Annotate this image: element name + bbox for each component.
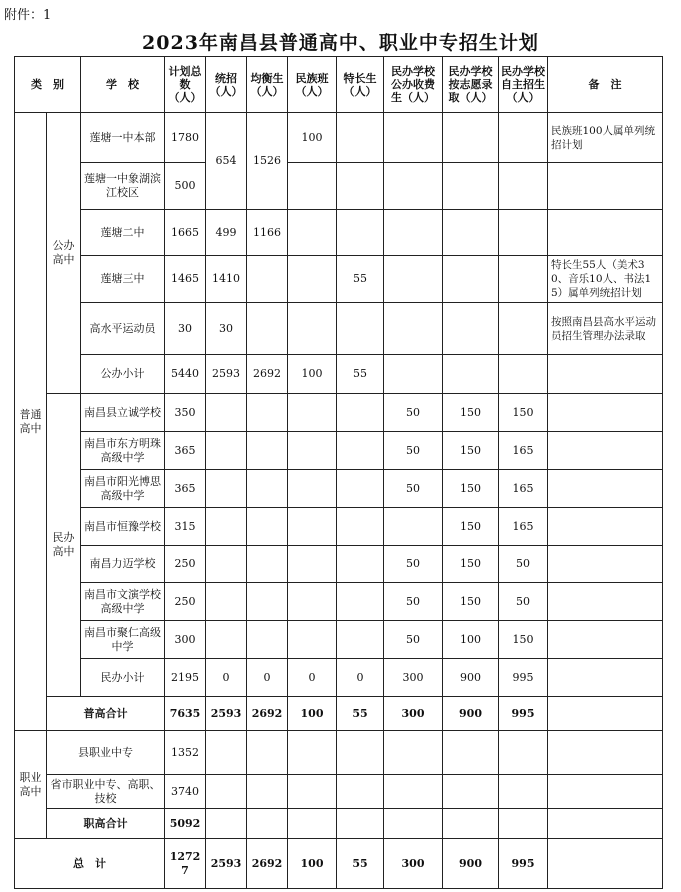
empty-cell [384, 809, 443, 839]
header-voluntary: 民办学校按志愿录取（人） [443, 57, 499, 113]
table-row [15, 303, 663, 355]
note-cell [548, 809, 663, 839]
value-total: 30 [165, 303, 206, 355]
table-row [15, 583, 663, 621]
value-total: 500 [165, 163, 206, 210]
value-unified [206, 394, 247, 432]
category-private: 民办高中 [47, 394, 81, 697]
note-cell [548, 621, 663, 659]
value-special [337, 432, 384, 470]
value-vol: 100 [443, 621, 499, 659]
empty-cell [499, 809, 548, 839]
value-unified [206, 583, 247, 621]
table-row [15, 546, 663, 583]
value-unified [206, 432, 247, 470]
value-pub_fee [384, 303, 443, 355]
note-cell [548, 839, 663, 889]
value-special: 55 [337, 697, 384, 731]
value-special [337, 113, 384, 163]
value-total: 365 [165, 432, 206, 470]
category-public: 公办高中 [47, 113, 81, 394]
note-cell [548, 583, 663, 621]
value-vol: 900 [443, 697, 499, 731]
value-unified: 30 [206, 303, 247, 355]
table-row [15, 256, 663, 303]
value-vol: 150 [443, 583, 499, 621]
value-ethnic [288, 508, 337, 546]
school-name: 南昌市文演学校高级中学 [81, 583, 165, 621]
value-vol: 150 [443, 546, 499, 583]
category-general: 普通高中 [15, 113, 47, 731]
header-note: 备 注 [548, 57, 663, 113]
value-total: 12727 [165, 839, 206, 889]
note-cell [548, 508, 663, 546]
table-row [15, 809, 663, 839]
note-cell [548, 731, 663, 775]
value-ethnic: 100 [288, 355, 337, 394]
value-total: 350 [165, 394, 206, 432]
value-ethnic: 0 [288, 659, 337, 697]
empty-cell [247, 731, 288, 775]
school-name: 民办小计 [81, 659, 165, 697]
value-unified: 0 [206, 659, 247, 697]
school-name: 公办小计 [81, 355, 165, 394]
empty-cell [443, 775, 499, 809]
school-name: 南昌市东方明珠高级中学 [81, 432, 165, 470]
enrollment-table [14, 56, 663, 889]
school-name: 莲塘二中 [81, 210, 165, 256]
value-ethnic [288, 303, 337, 355]
value-self: 165 [499, 508, 548, 546]
grand-total-label: 总 计 [15, 839, 165, 889]
value-total: 7635 [165, 697, 206, 731]
value-unified: 1410 [206, 256, 247, 303]
value-balanced: 0 [247, 659, 288, 697]
school-name: 南昌市阳光博思高级中学 [81, 470, 165, 508]
value-self [499, 355, 548, 394]
page-title: 2023年南昌县普通高中、职业中专招生计划 [142, 32, 539, 54]
value-self: 150 [499, 621, 548, 659]
empty-cell [206, 775, 247, 809]
empty-cell [443, 809, 499, 839]
value-total: 5440 [165, 355, 206, 394]
empty-cell [247, 809, 288, 839]
empty-cell [499, 731, 548, 775]
table-row [15, 57, 663, 113]
value-pub_fee: 50 [384, 621, 443, 659]
value-self: 995 [499, 659, 548, 697]
empty-cell [247, 775, 288, 809]
note-cell [548, 210, 663, 256]
value-special [337, 210, 384, 256]
note-cell [548, 470, 663, 508]
note-cell [548, 163, 663, 210]
value-unified [206, 621, 247, 659]
value-self [499, 210, 548, 256]
empty-cell [337, 775, 384, 809]
value-balanced: 1526 [247, 113, 288, 210]
value-total: 250 [165, 583, 206, 621]
table-row [15, 432, 663, 470]
header-self: 民办学校自主招生（人） [499, 57, 548, 113]
empty-cell [288, 809, 337, 839]
value-ethnic [288, 163, 337, 210]
value-special: 55 [337, 839, 384, 889]
value-special [337, 508, 384, 546]
value-vol: 150 [443, 508, 499, 546]
value-vol: 150 [443, 432, 499, 470]
value-unified [206, 546, 247, 583]
value-total: 1465 [165, 256, 206, 303]
header-pub-fee: 民办学校公办收费生（人） [384, 57, 443, 113]
table-row [15, 394, 663, 432]
value-special [337, 546, 384, 583]
value-special [337, 583, 384, 621]
value-pub_fee: 50 [384, 432, 443, 470]
value-balanced [247, 583, 288, 621]
empty-cell [206, 731, 247, 775]
value-total: 1665 [165, 210, 206, 256]
value-vol [443, 210, 499, 256]
value-self [499, 163, 548, 210]
note-cell [548, 659, 663, 697]
value-special: 55 [337, 256, 384, 303]
table-row [15, 775, 663, 809]
header-category: 类 别 [15, 57, 81, 113]
value-total: 300 [165, 621, 206, 659]
value-special [337, 621, 384, 659]
value-balanced [247, 303, 288, 355]
value-special [337, 303, 384, 355]
table-row [15, 731, 663, 775]
empty-cell [499, 775, 548, 809]
value-balanced [247, 621, 288, 659]
empty-cell [384, 731, 443, 775]
value-pub_fee: 300 [384, 697, 443, 731]
value-vol [443, 163, 499, 210]
value-pub_fee: 50 [384, 470, 443, 508]
attachment-label: 附件：1 [4, 8, 52, 23]
value-ethnic [288, 210, 337, 256]
value-ethnic [288, 621, 337, 659]
value-balanced [247, 394, 288, 432]
note-cell: 民族班100人属单列统招计划 [548, 113, 663, 163]
value-pub_fee: 300 [384, 659, 443, 697]
value-pub_fee: 50 [384, 394, 443, 432]
note-cell: 按照南昌县高水平运动员招生管理办法录取 [548, 303, 663, 355]
value-self: 995 [499, 839, 548, 889]
empty-cell [288, 731, 337, 775]
value-ethnic: 100 [288, 697, 337, 731]
value-self: 165 [499, 432, 548, 470]
table-row [15, 508, 663, 546]
empty-cell [206, 809, 247, 839]
header-unified: 统招（人） [206, 57, 247, 113]
value-pub_fee: 300 [384, 839, 443, 889]
school-name: 莲塘一中象湖滨江校区 [81, 163, 165, 210]
table-row [15, 210, 663, 256]
header-school: 学 校 [81, 57, 165, 113]
value-unified: 499 [206, 210, 247, 256]
note-cell [548, 546, 663, 583]
table-row [15, 839, 663, 889]
value-ethnic: 100 [288, 839, 337, 889]
value-pub_fee [384, 163, 443, 210]
value-total: 315 [165, 508, 206, 546]
note-cell [548, 355, 663, 394]
value-self [499, 256, 548, 303]
value-ethnic [288, 546, 337, 583]
value-pub_fee: 50 [384, 583, 443, 621]
value-vol [443, 355, 499, 394]
value-special [337, 470, 384, 508]
value-balanced [247, 470, 288, 508]
school-name: 莲塘三中 [81, 256, 165, 303]
value-vol [443, 303, 499, 355]
value-pub_fee [384, 256, 443, 303]
value-special: 55 [337, 355, 384, 394]
note-cell [548, 775, 663, 809]
school-name: 省市职业中专、高职、技校 [47, 775, 165, 809]
header-special: 特长生（人） [337, 57, 384, 113]
empty-cell [384, 775, 443, 809]
value-balanced [247, 256, 288, 303]
value-self: 50 [499, 546, 548, 583]
school-name: 南昌县立诚学校 [81, 394, 165, 432]
value-balanced [247, 432, 288, 470]
value-ethnic [288, 432, 337, 470]
category-vocational: 职业高中 [15, 731, 47, 839]
value-unified: 2593 [206, 839, 247, 889]
value-balanced: 1166 [247, 210, 288, 256]
school-name: 南昌市聚仁高级中学 [81, 621, 165, 659]
value-unified: 2593 [206, 697, 247, 731]
value-self [499, 113, 548, 163]
value-self [499, 303, 548, 355]
value-self: 995 [499, 697, 548, 731]
empty-cell [288, 775, 337, 809]
empty-cell [337, 731, 384, 775]
value-pub_fee [384, 113, 443, 163]
value-special [337, 163, 384, 210]
value-total: 2195 [165, 659, 206, 697]
note-cell [548, 432, 663, 470]
value-balanced: 2692 [247, 839, 288, 889]
school-name: 县职业中专 [47, 731, 165, 775]
value-pub_fee [384, 508, 443, 546]
school-name: 莲塘一中本部 [81, 113, 165, 163]
note-cell: 特长生55人（美术30、音乐10人、书法15）属单列统招计划 [548, 256, 663, 303]
table-row [15, 355, 663, 394]
value-balanced [247, 546, 288, 583]
note-cell [548, 394, 663, 432]
header-ethnic: 民族班（人） [288, 57, 337, 113]
value-unified [206, 470, 247, 508]
value-total: 5092 [165, 809, 206, 839]
table-row [15, 113, 663, 163]
value-pub_fee: 50 [384, 546, 443, 583]
value-pub_fee [384, 355, 443, 394]
school-name: 南昌市恒豫学校 [81, 508, 165, 546]
school-name: 高水平运动员 [81, 303, 165, 355]
value-total: 365 [165, 470, 206, 508]
value-vol [443, 256, 499, 303]
note-cell [548, 697, 663, 731]
value-balanced [247, 508, 288, 546]
value-unified: 654 [206, 113, 247, 210]
value-balanced: 2692 [247, 355, 288, 394]
value-ethnic [288, 583, 337, 621]
value-vol: 900 [443, 659, 499, 697]
value-total: 3740 [165, 775, 206, 809]
value-unified: 2593 [206, 355, 247, 394]
table-row [15, 697, 663, 731]
value-vol: 150 [443, 470, 499, 508]
value-total: 250 [165, 546, 206, 583]
value-total: 1352 [165, 731, 206, 775]
value-balanced: 2692 [247, 697, 288, 731]
value-self: 165 [499, 470, 548, 508]
value-vol [443, 113, 499, 163]
value-unified [206, 508, 247, 546]
table-row [15, 163, 663, 210]
value-vol: 150 [443, 394, 499, 432]
value-ethnic [288, 394, 337, 432]
value-ethnic: 100 [288, 113, 337, 163]
value-vol: 900 [443, 839, 499, 889]
table-row [15, 621, 663, 659]
table-row [15, 659, 663, 697]
value-special [337, 394, 384, 432]
school-name: 南昌力迈学校 [81, 546, 165, 583]
general-total-label: 普高合计 [47, 697, 165, 731]
header-balanced: 均衡生（人） [247, 57, 288, 113]
value-total: 1780 [165, 113, 206, 163]
value-ethnic [288, 470, 337, 508]
table-row [15, 470, 663, 508]
value-pub_fee [384, 210, 443, 256]
value-ethnic [288, 256, 337, 303]
voc-total-label: 职高合计 [47, 809, 165, 839]
value-self: 50 [499, 583, 548, 621]
value-special: 0 [337, 659, 384, 697]
empty-cell [337, 809, 384, 839]
header-total: 计划总数（人） [165, 57, 206, 113]
value-self: 150 [499, 394, 548, 432]
empty-cell [443, 731, 499, 775]
